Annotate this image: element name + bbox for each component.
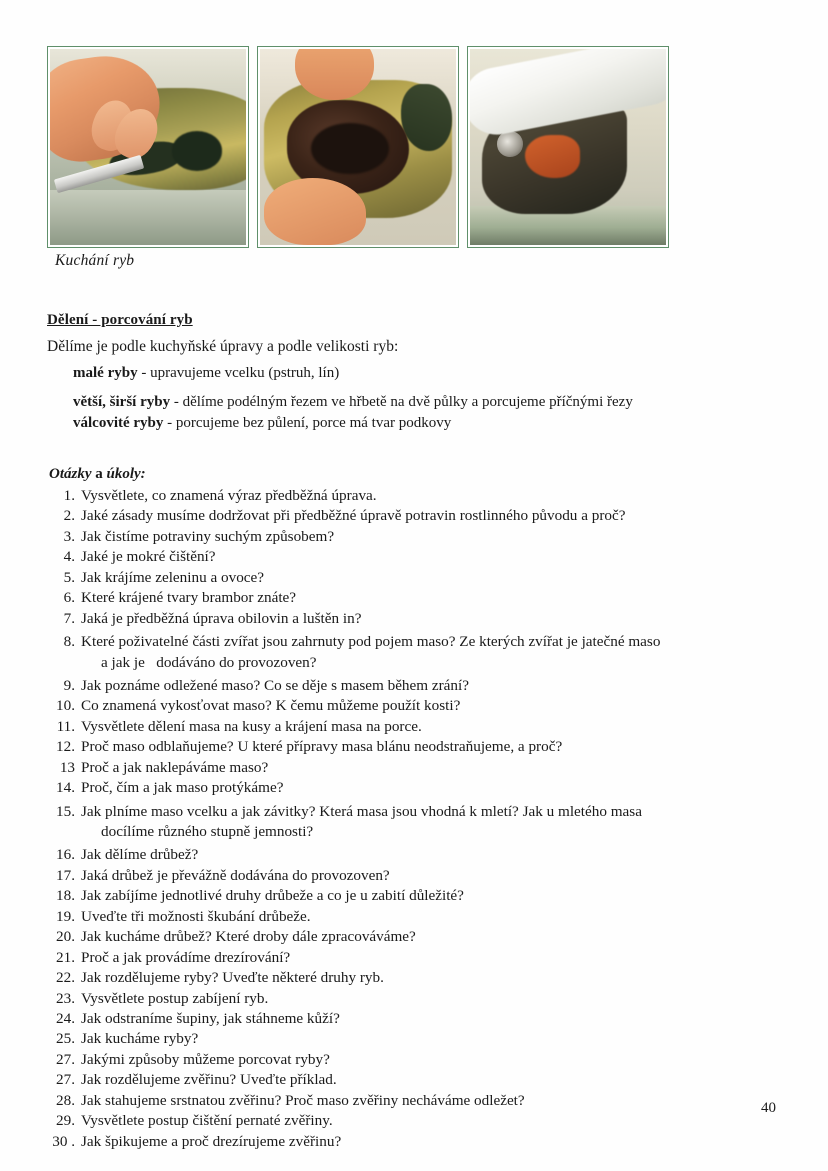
question-item — [47, 907, 777, 927]
question-text: Proč maso odblaňujeme? U které přípravy masa blánu neodstraňujeme, a proč? — [81, 738, 563, 756]
question-number: 12. — [56, 738, 75, 756]
definition-term: větší, širší ryby — [73, 393, 171, 410]
question-item — [47, 506, 777, 526]
question-number: 23. — [56, 989, 75, 1007]
question-item — [47, 778, 777, 798]
question-item — [47, 1091, 777, 1111]
definition-item — [73, 393, 773, 413]
question-item — [47, 1009, 777, 1029]
question-text: Vysvětlete, co znamená výraz předběžná úprava. — [81, 487, 377, 504]
question-continuation: docílíme různého stupně jemnosti? — [101, 823, 314, 840]
question-text: Jak čistíme potraviny suchým způsobem? — [81, 527, 335, 545]
page-number: 40 — [761, 1100, 776, 1116]
question-item — [47, 632, 777, 652]
question-number: 14. — [56, 779, 75, 797]
question-number: 3. — [63, 527, 75, 545]
question-item — [47, 527, 777, 547]
question-number: 21. — [56, 948, 75, 966]
definition-item — [73, 414, 773, 434]
question-text: Proč, čím a jak maso protýkáme? — [81, 779, 284, 797]
question-item — [47, 696, 777, 716]
question-text: Vysvětlete dělení masa na kusy a krájení masa na porce. — [81, 717, 422, 735]
question-text: Jak rozdělujeme ryby? Uveďte některé druhy ryb. — [81, 969, 384, 987]
definition-term: válcovité ryby — [73, 414, 164, 431]
question-item — [47, 1132, 777, 1152]
question-number: 11. — [56, 717, 75, 735]
question-number: 6. — [63, 589, 75, 607]
question-number: 17. — [56, 866, 75, 884]
question-item — [47, 1111, 777, 1131]
question-text: Vysvětlete postup zabíjení ryb. — [81, 989, 269, 1007]
question-item — [47, 1070, 777, 1090]
question-item — [47, 948, 777, 968]
question-number: 4. — [63, 548, 75, 566]
question-text: Proč a jak provádíme drezírování? — [81, 948, 291, 966]
question-item — [47, 568, 777, 588]
question-number: 19. — [56, 907, 75, 925]
question-item — [47, 866, 777, 886]
question-number: 29. — [56, 1112, 75, 1130]
question-number: 24. — [56, 1009, 75, 1027]
question-item — [47, 802, 777, 822]
definition-item — [73, 364, 773, 384]
question-continuation: a jak je dodáváno do provozoven? — [101, 653, 317, 671]
question-number: 22. — [56, 969, 75, 987]
question-item — [47, 1029, 777, 1049]
question-text: Jaké je mokré čištění? — [81, 548, 216, 566]
question-text: Jak odstraníme šupiny, jak stáhneme kůží? — [81, 1009, 340, 1027]
tasks-heading-part-1: Otázky — [49, 466, 92, 482]
question-item — [47, 989, 777, 1009]
question-text: Jaké zásady musíme dodržovat při předběžné úpravě potravin rostlinného původu a proč? — [81, 507, 626, 525]
definition-description: - upravujeme vcelku (pstruh, lín) — [137, 365, 340, 381]
question-text: Co znamená vykosťovat maso? K čemu můžeme použít kosti? — [81, 697, 461, 715]
question-item — [47, 609, 777, 629]
tasks-heading-part-2: a — [91, 466, 107, 482]
question-item — [47, 927, 777, 947]
question-item — [47, 486, 777, 506]
question-text: Jak poznáme odležené maso? Co se děje s masem během zrání? — [81, 676, 469, 694]
question-item — [47, 737, 777, 757]
question-text: Jaká drůbež je převážně dodávána do provozoven? — [81, 866, 390, 884]
fish-open-cavity-photo — [257, 46, 459, 248]
question-item — [47, 1050, 777, 1070]
question-number: 15. — [56, 802, 75, 820]
question-number: 27. — [56, 1071, 75, 1089]
question-list — [47, 486, 777, 1152]
figure-photo-strip — [47, 46, 669, 248]
fish-gutting-knife-photo — [47, 46, 249, 248]
question-number: 13 — [59, 758, 75, 776]
question-text: Jaká je předběžná úprava obilovin a luštěn in? — [81, 609, 362, 627]
question-number: 16. — [56, 846, 75, 864]
question-item — [47, 588, 777, 608]
question-number: 20. — [56, 928, 75, 946]
question-number: 9. — [63, 676, 75, 694]
question-number: 7. — [63, 609, 75, 627]
question-item — [47, 758, 777, 778]
question-text: Jak rozdělujeme zvěřinu? Uveďte příklad. — [81, 1071, 337, 1089]
question-number: 25. — [56, 1030, 75, 1048]
section-heading: Dělení - porcování ryb — [47, 312, 193, 328]
question-text: Vysvětlete postup čištění pernaté zvěřiny. — [81, 1112, 333, 1130]
question-item — [47, 717, 777, 737]
question-text: Jak špikujeme a proč drezírujeme zvěřinu? — [81, 1132, 342, 1150]
definition-list — [73, 364, 773, 442]
tasks-heading-part-3: úkoly: — [106, 466, 146, 482]
question-text: Proč a jak naklepáváme maso? — [81, 758, 269, 776]
question-item — [47, 886, 777, 906]
definition-description: - porcujeme bez půlení, porce má tvar podkovy — [163, 414, 452, 431]
question-number: 1. — [63, 487, 75, 504]
question-text: Jak dělíme drůbež? — [81, 846, 199, 864]
question-text: Jakými způsoby můžeme porcovat ryby? — [81, 1050, 330, 1068]
question-text: Jak kucháme ryby? — [81, 1030, 199, 1048]
question-number: 8. — [63, 633, 75, 651]
definition-description: - dělíme podélným řezem ve hřbetě na dvě půlky a porcujeme příčnými řezy — [170, 393, 633, 410]
definition-term: malé ryby — [73, 365, 138, 381]
question-text: Jak stahujeme srstnatou zvěřinu? Proč maso zvěřiny necháváme odležet? — [81, 1091, 525, 1109]
section-lead-text: Dělíme je podle kuchyňské úpravy a podle velikosti ryb: — [47, 338, 399, 355]
question-text: Jak zabíjíme jednotlivé druhy drůbeže a co je u zabití důležité? — [81, 887, 464, 905]
question-text: Jak plníme maso vcelku a jak závitky? Která masa jsou vhodná k mletí? Jak u mletého masa — [81, 802, 642, 820]
question-number: 30 . — [52, 1132, 75, 1150]
question-text: Které krájené tvary brambor znáte? — [81, 589, 297, 607]
fish-head-washing-photo — [467, 46, 669, 248]
question-number: 5. — [63, 568, 75, 586]
tasks-heading — [49, 466, 146, 483]
question-text: Které poživatelné části zvířat jsou zahrnuty pod pojem maso? Ze kterých zvířat je jatečné maso — [81, 633, 661, 651]
question-item — [47, 968, 777, 988]
question-number: 27. — [56, 1050, 75, 1068]
question-number: 10. — [56, 697, 75, 715]
question-number: 28. — [56, 1091, 75, 1109]
question-item — [47, 547, 777, 567]
question-number: 2. — [63, 507, 75, 525]
question-number: 18. — [56, 887, 75, 905]
question-item — [47, 676, 777, 696]
figure-caption: Kuchání ryb — [55, 252, 135, 269]
question-text: Uveďte tři možnosti škubání drůbeže. — [81, 907, 311, 925]
question-item — [47, 845, 777, 865]
question-text: Jak krájíme zeleninu a ovoce? — [81, 568, 265, 586]
question-text: Jak kucháme drůbež? Které droby dále zpracováváme? — [81, 928, 416, 946]
